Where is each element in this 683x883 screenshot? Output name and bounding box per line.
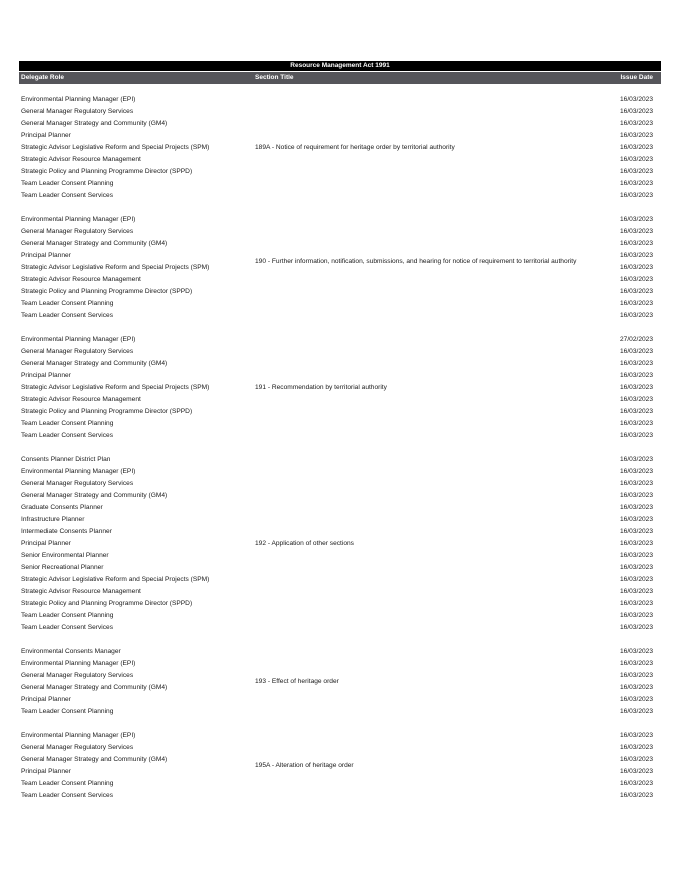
header-section-title: Section Title — [255, 74, 294, 81]
delegate-role: Team Leader Consent Planning — [21, 420, 114, 427]
table-row — [19, 166, 661, 178]
issue-date: 16/03/2023 — [619, 468, 653, 475]
issue-date: 16/03/2023 — [619, 180, 653, 187]
issue-date: 16/03/2023 — [619, 240, 653, 247]
issue-date: 16/03/2023 — [619, 144, 653, 151]
table-row — [19, 466, 661, 478]
table-row — [19, 502, 661, 514]
section-title: 193 - Effect of heritage order — [255, 678, 339, 685]
delegate-role: Environmental Planning Manager (EPI) — [21, 216, 136, 223]
section-group — [19, 454, 661, 634]
table-row — [19, 562, 661, 574]
issue-date: 16/03/2023 — [619, 156, 653, 163]
issue-date: 16/03/2023 — [619, 300, 653, 307]
issue-date: 16/03/2023 — [619, 228, 653, 235]
table-row — [19, 730, 661, 742]
delegate-role: General Manager Regulatory Services — [21, 108, 134, 115]
delegate-role: Graduate Consents Planner — [21, 504, 103, 511]
table-row — [19, 790, 661, 802]
section-group — [19, 214, 661, 322]
issue-date: 16/03/2023 — [619, 708, 653, 715]
section-group — [19, 730, 661, 802]
issue-date: 16/03/2023 — [619, 264, 653, 271]
issue-date: 16/03/2023 — [619, 408, 653, 415]
table-title: Resource Management Act 1991 — [19, 61, 661, 71]
table-row — [19, 118, 661, 130]
issue-date: 16/03/2023 — [619, 624, 653, 631]
table-row — [19, 646, 661, 658]
delegate-role: Team Leader Consent Services — [21, 312, 113, 319]
table-row — [19, 178, 661, 190]
issue-date: 16/03/2023 — [619, 612, 653, 619]
delegate-role: Team Leader Consent Services — [21, 432, 113, 439]
delegate-role: General Manager Strategy and Community (GM4) — [21, 492, 168, 499]
issue-date: 16/03/2023 — [619, 780, 653, 787]
table-row — [19, 550, 661, 562]
issue-date: 16/03/2023 — [619, 348, 653, 355]
table-row — [19, 298, 661, 310]
delegate-role: Strategic Advisor Legislative Reform and Special Projects (SPM) — [21, 264, 210, 271]
delegate-role: Environmental Planning Manager (EPI) — [21, 96, 136, 103]
table-row — [19, 454, 661, 466]
issue-date: 16/03/2023 — [619, 108, 653, 115]
section-group — [19, 334, 661, 442]
issue-date: 16/03/2023 — [619, 792, 653, 799]
table-row — [19, 394, 661, 406]
issue-date: 16/03/2023 — [619, 372, 653, 379]
table-row — [19, 610, 661, 622]
delegate-role: Strategic Policy and Planning Programme Director (SPPD) — [21, 288, 193, 295]
table-row — [19, 778, 661, 790]
delegate-role: Team Leader Consent Services — [21, 792, 113, 799]
delegate-role: Environmental Planning Manager (EPI) — [21, 468, 136, 475]
issue-date: 16/03/2023 — [619, 384, 653, 391]
table-row — [19, 478, 661, 490]
delegate-role: Principal Planner — [21, 540, 71, 547]
section-title: 192 - Application of other sections — [255, 540, 354, 547]
issue-date: 16/03/2023 — [619, 120, 653, 127]
issue-date: 16/03/2023 — [619, 588, 653, 595]
delegate-role: General Manager Strategy and Community (GM4) — [21, 360, 168, 367]
table-row — [19, 286, 661, 298]
section-title: 191 - Recommendation by territorial authority — [255, 384, 387, 391]
table-row — [19, 490, 661, 502]
issue-date: 16/03/2023 — [619, 168, 653, 175]
table-row — [19, 598, 661, 610]
table-row — [19, 154, 661, 166]
issue-date: 16/03/2023 — [619, 216, 653, 223]
issue-date: 16/03/2023 — [619, 660, 653, 667]
delegate-role: General Manager Regulatory Services — [21, 672, 134, 679]
table-row — [19, 370, 661, 382]
delegate-role: General Manager Strategy and Community (GM4) — [21, 684, 168, 691]
delegate-role: Strategic Policy and Planning Programme Director (SPPD) — [21, 600, 193, 607]
table-row — [19, 514, 661, 526]
delegate-role: Intermediate Consents Planner — [21, 528, 112, 535]
issue-date: 16/03/2023 — [619, 288, 653, 295]
delegate-role: Strategic Policy and Planning Programme Director (SPPD) — [21, 408, 193, 415]
issue-date: 16/03/2023 — [619, 648, 653, 655]
table-row — [19, 274, 661, 286]
issue-date: 16/03/2023 — [619, 684, 653, 691]
issue-date: 16/03/2023 — [619, 540, 653, 547]
delegate-role: General Manager Strategy and Community (GM4) — [21, 120, 168, 127]
issue-date: 16/03/2023 — [619, 432, 653, 439]
issue-date: 16/03/2023 — [619, 192, 653, 199]
delegate-role: Strategic Advisor Legislative Reform and Special Projects (SPM) — [21, 384, 210, 391]
issue-date: 16/03/2023 — [619, 396, 653, 403]
delegate-role: Team Leader Consent Planning — [21, 780, 114, 787]
header-issue-date: Issue Date — [620, 74, 653, 81]
table-row — [19, 526, 661, 538]
issue-date: 16/03/2023 — [619, 360, 653, 367]
issue-date: 27/02/2023 — [619, 336, 653, 343]
table-header — [19, 71, 661, 84]
issue-date: 16/03/2023 — [619, 516, 653, 523]
delegate-role: Strategic Policy and Planning Programme Director (SPPD) — [21, 168, 193, 175]
delegate-role: Principal Planner — [21, 252, 71, 259]
delegate-role: Infrastructure Planner — [21, 516, 85, 523]
delegate-role: General Manager Regulatory Services — [21, 480, 134, 487]
section-title: 190 - Further information, notification, submissions, and hearing for notice of requirement to territorial authority — [255, 258, 577, 265]
table-row — [19, 574, 661, 586]
delegate-role: General Manager Regulatory Services — [21, 228, 134, 235]
issue-date: 16/03/2023 — [619, 252, 653, 259]
issue-date: 16/03/2023 — [619, 96, 653, 103]
delegate-role: Strategic Advisor Legislative Reform and Special Projects (SPM) — [21, 144, 210, 151]
delegate-role: Strategic Advisor Legislative Reform and Special Projects (SPM) — [21, 576, 210, 583]
table-row — [19, 190, 661, 202]
issue-date: 16/03/2023 — [619, 420, 653, 427]
table-row — [19, 658, 661, 670]
table-row — [19, 430, 661, 442]
issue-date: 16/03/2023 — [619, 480, 653, 487]
table-row — [19, 694, 661, 706]
issue-date: 16/03/2023 — [619, 276, 653, 283]
delegate-role: Environmental Consents Manager — [21, 648, 121, 655]
issue-date: 16/03/2023 — [619, 552, 653, 559]
table-row — [19, 94, 661, 106]
delegate-role: Strategic Advisor Resource Management — [21, 588, 141, 595]
issue-date: 16/03/2023 — [619, 768, 653, 775]
section-title: 195A - Alteration of heritage order — [255, 762, 354, 769]
issue-date: 16/03/2023 — [619, 312, 653, 319]
issue-date: 16/03/2023 — [619, 456, 653, 463]
issue-date: 16/03/2023 — [619, 564, 653, 571]
issue-date: 16/03/2023 — [619, 744, 653, 751]
section-group — [19, 94, 661, 202]
delegate-role: Team Leader Consent Services — [21, 192, 113, 199]
delegate-role: Team Leader Consent Planning — [21, 708, 114, 715]
table-row — [19, 346, 661, 358]
delegate-role: Strategic Advisor Resource Management — [21, 396, 141, 403]
table-row — [19, 106, 661, 118]
delegate-role: General Manager Strategy and Community (GM4) — [21, 756, 168, 763]
table-row — [19, 226, 661, 238]
section-title: 189A - Notice of requirement for heritage order by territorial authority — [255, 144, 455, 151]
issue-date: 16/03/2023 — [619, 504, 653, 511]
issue-date: 16/03/2023 — [619, 600, 653, 607]
delegate-role: Principal Planner — [21, 768, 71, 775]
table-row — [19, 310, 661, 322]
table-row — [19, 742, 661, 754]
delegate-role: Team Leader Consent Planning — [21, 612, 114, 619]
delegate-role: Team Leader Consent Services — [21, 624, 113, 631]
delegate-role: General Manager Regulatory Services — [21, 348, 134, 355]
issue-date: 16/03/2023 — [619, 756, 653, 763]
delegate-role: Principal Planner — [21, 132, 71, 139]
table-row — [19, 418, 661, 430]
delegate-role: Environmental Planning Manager (EPI) — [21, 336, 136, 343]
delegate-role: Senior Recreational Planner — [21, 564, 104, 571]
delegate-role: Consents Planner District Plan — [21, 456, 111, 463]
issue-date: 16/03/2023 — [619, 672, 653, 679]
table-row — [19, 358, 661, 370]
delegate-role: Team Leader Consent Planning — [21, 180, 114, 187]
issue-date: 16/03/2023 — [619, 732, 653, 739]
table-row — [19, 622, 661, 634]
delegate-role: Senior Environmental Planner — [21, 552, 109, 559]
issue-date: 16/03/2023 — [619, 132, 653, 139]
header-delegate-role: Delegate Role — [21, 74, 64, 81]
delegate-role: Principal Planner — [21, 372, 71, 379]
delegate-role: Strategic Advisor Resource Management — [21, 156, 141, 163]
delegate-role: Environmental Planning Manager (EPI) — [21, 732, 136, 739]
table-row — [19, 406, 661, 418]
table-row — [19, 214, 661, 226]
issue-date: 16/03/2023 — [619, 492, 653, 499]
delegate-role: Environmental Planning Manager (EPI) — [21, 660, 136, 667]
section-group — [19, 646, 661, 718]
delegate-role: General Manager Strategy and Community (GM4) — [21, 240, 168, 247]
issue-date: 16/03/2023 — [619, 576, 653, 583]
delegate-role: General Manager Regulatory Services — [21, 744, 134, 751]
delegation-table — [19, 61, 661, 84]
delegate-role: Team Leader Consent Planning — [21, 300, 114, 307]
issue-date: 16/03/2023 — [619, 528, 653, 535]
table-row — [19, 238, 661, 250]
issue-date: 16/03/2023 — [619, 696, 653, 703]
table-row — [19, 130, 661, 142]
table-row — [19, 706, 661, 718]
delegate-role: Principal Planner — [21, 696, 71, 703]
delegate-role: Strategic Advisor Resource Management — [21, 276, 141, 283]
table-row — [19, 334, 661, 346]
table-row — [19, 586, 661, 598]
